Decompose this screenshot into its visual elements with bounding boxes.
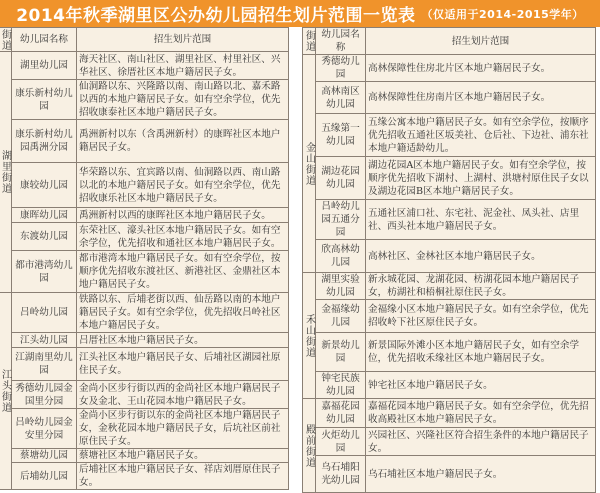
table-row bbox=[303, 157, 596, 200]
kindergarten-name: 湖里实验幼儿园 bbox=[316, 273, 366, 300]
right-body bbox=[303, 55, 596, 493]
kindergarten-name: 湖边花园幼儿园 bbox=[316, 157, 366, 200]
title-subtitle: （仅适用于2014-2015学年） bbox=[421, 7, 584, 21]
table-row bbox=[303, 82, 596, 114]
table-row bbox=[0, 333, 289, 348]
header-street: 街道 bbox=[0, 28, 11, 51]
table-row bbox=[0, 223, 289, 251]
kindergarten-name: 东渡幼儿园 bbox=[12, 223, 77, 251]
table-row bbox=[0, 409, 289, 449]
kindergarten-name: 钟宅民族幼儿园 bbox=[316, 372, 366, 399]
enrollment-scope: 海天社区、南山社区、湖里社区、村里社区、兴华社区、徐厝社区本地户籍居民子女。 bbox=[77, 52, 289, 80]
table-row bbox=[303, 55, 596, 82]
enrollment-scope: 禹洲新村以西的康晖社区本地户籍居民子女。 bbox=[77, 208, 289, 223]
street-cell: 江头街道 bbox=[0, 293, 12, 490]
table-row bbox=[0, 52, 289, 80]
table-row bbox=[0, 348, 289, 381]
enrollment-scope: 江头社区本地户籍居民子女、后埔社区湖园社原住民子女。 bbox=[77, 348, 289, 381]
table-row bbox=[0, 120, 289, 163]
enrollment-scope: 铁路以东、后埔老街以西、仙岳路以南的本地户籍居民子女。如有空余学位，优先招收吕岭社区本地户籍居民子女。 bbox=[77, 293, 289, 333]
enrollment-scope: 钟宅社区本地户籍居民子女。 bbox=[366, 372, 596, 399]
left-table bbox=[0, 27, 289, 490]
kindergarten-name: 蔡塘幼儿园 bbox=[12, 449, 77, 463]
enrollment-scope: 后埔社区本地户籍居民子女、祥店刘厝原住民子女。 bbox=[77, 463, 289, 490]
street-cell: 湖里街道 bbox=[0, 52, 12, 293]
table-row bbox=[0, 463, 289, 490]
kindergarten-name: 乌石埔阳光幼儿园 bbox=[316, 456, 366, 493]
enrollment-scope: 嘉福花园本地户籍居民子女。如有空余学位，优先招收高殿社区本地户籍居民子女。 bbox=[366, 399, 596, 428]
kindergarten-name: 吕岭幼儿园五通分园 bbox=[316, 200, 366, 240]
table-row bbox=[303, 333, 596, 372]
kindergarten-name: 金福缘幼儿园 bbox=[316, 300, 366, 333]
enrollment-scope: 金尚小区步行街以西的金尚社区本地户籍居民子女及金北、王山花园本地户籍居民子女。 bbox=[77, 381, 289, 409]
enrollment-scope: 仙洞路以东、兴隆路以南、南山路以北、嘉禾路以西的本地户籍居民子女。如有空余学位，优先招收康泰社区本地户籍居民子女。 bbox=[77, 80, 289, 120]
header-name: 幼儿园名称 bbox=[316, 28, 366, 55]
table-row bbox=[303, 273, 596, 300]
left-body bbox=[0, 52, 289, 490]
street-cell: 禾山街道 bbox=[303, 273, 316, 399]
kindergarten-name: 欣高林幼儿园 bbox=[316, 240, 366, 273]
kindergarten-name: 秀德幼儿园金国里分园 bbox=[12, 381, 77, 409]
kindergarten-name: 新景幼儿园 bbox=[316, 333, 366, 372]
enrollment-scope: 五缘公寓本地户籍居民子女。如有空余学位，按顺序优先招收五通社区坂美社、仓后社、下边社、浦东社本地户籍适龄幼儿。 bbox=[366, 114, 596, 157]
column-separator bbox=[293, 27, 297, 462]
header-name: 幼儿园名称 bbox=[12, 28, 77, 52]
table-row bbox=[303, 200, 596, 240]
enrollment-scope: 吕厝社区本地户籍居民子女。 bbox=[77, 333, 289, 348]
kindergarten-name: 康乐新村幼儿园禹洲分园 bbox=[12, 120, 77, 163]
kindergarten-name: 江头幼儿园 bbox=[12, 333, 77, 348]
kindergarten-name: 高林南区幼儿园 bbox=[316, 82, 366, 114]
table-row bbox=[0, 449, 289, 463]
table-row bbox=[303, 240, 596, 273]
kindergarten-name: 吕岭幼儿园 bbox=[12, 293, 77, 333]
header-scope: 招生划片范围 bbox=[366, 28, 596, 55]
table-row bbox=[303, 114, 596, 157]
kindergarten-name: 都市港湾幼儿园 bbox=[12, 251, 77, 293]
enrollment-scope: 新永城花园、龙湖花园、枋湖花园本地户籍居民子女，枋湖社和梧桐社原住民子女。 bbox=[366, 273, 596, 300]
enrollment-scope: 新景国际外滩小区本地户籍居民子女，如有空余学位，优先招收禾缘社区本地户籍居民子女。 bbox=[366, 333, 596, 372]
table-row bbox=[303, 428, 596, 456]
enrollment-scope: 禹洲新村以东（含禹洲新村）的康晖社区本地户籍居民子女。 bbox=[77, 120, 289, 163]
street-cell: 金山街道 bbox=[303, 55, 316, 273]
table-row bbox=[0, 163, 289, 208]
enrollment-scope: 高林社区、金林社区本地户籍居民子女。 bbox=[366, 240, 596, 273]
kindergarten-name: 嘉福花园幼儿园 bbox=[316, 399, 366, 428]
enrollment-scope: 金福缘小区本地户籍居民子女。如有空余学位，优先招收岭下社区原住民子女。 bbox=[366, 300, 596, 333]
kindergarten-name: 康乐新村幼儿园 bbox=[12, 80, 77, 120]
enrollment-scope: 兴园社区、兴隆社区符合招生条件的本地户籍居民子女。 bbox=[366, 428, 596, 456]
right-table bbox=[302, 27, 596, 493]
enrollment-scope: 蔡塘社区本地户籍居民子女。 bbox=[77, 449, 289, 463]
table-row bbox=[303, 399, 596, 428]
enrollment-scope: 五通社区浦口社、东宅社、泥金社、凤头社、店里社、西头社本地户籍居民子女。 bbox=[366, 200, 596, 240]
kindergarten-name: 康较幼儿园 bbox=[12, 163, 77, 208]
enrollment-scope: 乌石埔社区本地户籍居民子女。 bbox=[366, 456, 596, 493]
enrollment-scope: 都市港湾本地户籍居民子女。如有空余学位，按顺序优先招收东渡社区、新港社区、金鼎社区本地户籍居民子女。 bbox=[77, 251, 289, 293]
table-row bbox=[303, 456, 596, 493]
kindergarten-name: 康晖幼儿园 bbox=[12, 208, 77, 223]
kindergarten-name: 秀德幼儿园 bbox=[316, 55, 366, 82]
table-row bbox=[0, 293, 289, 333]
enrollment-scope: 高林保障性住房南片区本地户籍居民子女。 bbox=[366, 82, 596, 114]
enrollment-scope: 金尚小区步行街以东的金尚社区本地户籍居民子女，金秋花园本地户籍居民子女，后坑社区前社原住民子女。 bbox=[77, 409, 289, 449]
page-title bbox=[0, 0, 600, 27]
kindergarten-name: 吕岭幼儿园金安里分园 bbox=[12, 409, 77, 449]
header-scope: 招生划片范围 bbox=[77, 28, 289, 52]
enrollment-scope: 高林保障性住房北片区本地户籍居民子女。 bbox=[366, 55, 596, 82]
kindergarten-name: 五缘第一幼儿园 bbox=[316, 114, 366, 157]
table-row bbox=[0, 208, 289, 223]
header-street: 街道 bbox=[303, 28, 316, 55]
kindergarten-name: 后埔幼儿园 bbox=[12, 463, 77, 490]
street-cell: 殿前街道 bbox=[303, 399, 316, 493]
enrollment-scope: 湖边花园A区本地户籍居民子女。如有空余学位，按顺序优先招收下湖村、上湖村、洪塘村原住民子女以及湖边花园B区本地户籍居民子女。 bbox=[366, 157, 596, 200]
table-row bbox=[303, 300, 596, 333]
kindergarten-name: 火炬幼儿园 bbox=[316, 428, 366, 456]
table-row bbox=[0, 80, 289, 120]
table-row bbox=[0, 251, 289, 293]
enrollment-scope: 东荣社区、濠头社区本地户籍居民子女。如有空余学位，优先招收和通社区本地户籍居民子女。 bbox=[77, 223, 289, 251]
kindergarten-name: 湖里幼儿园 bbox=[12, 52, 77, 80]
table-row bbox=[0, 381, 289, 409]
kindergarten-name: 江湖南里幼儿园 bbox=[12, 348, 77, 381]
enrollment-scope: 华荣路以东、宜宾路以南、仙洞路以西、南山路以北的本地户籍居民子女。如有空余学位，优先招收康乐社区本地户籍居民子女。 bbox=[77, 163, 289, 208]
table-row bbox=[303, 372, 596, 399]
title-main: 2014年秋季湖里区公办幼儿园招生划片范围一览表 bbox=[16, 6, 416, 26]
